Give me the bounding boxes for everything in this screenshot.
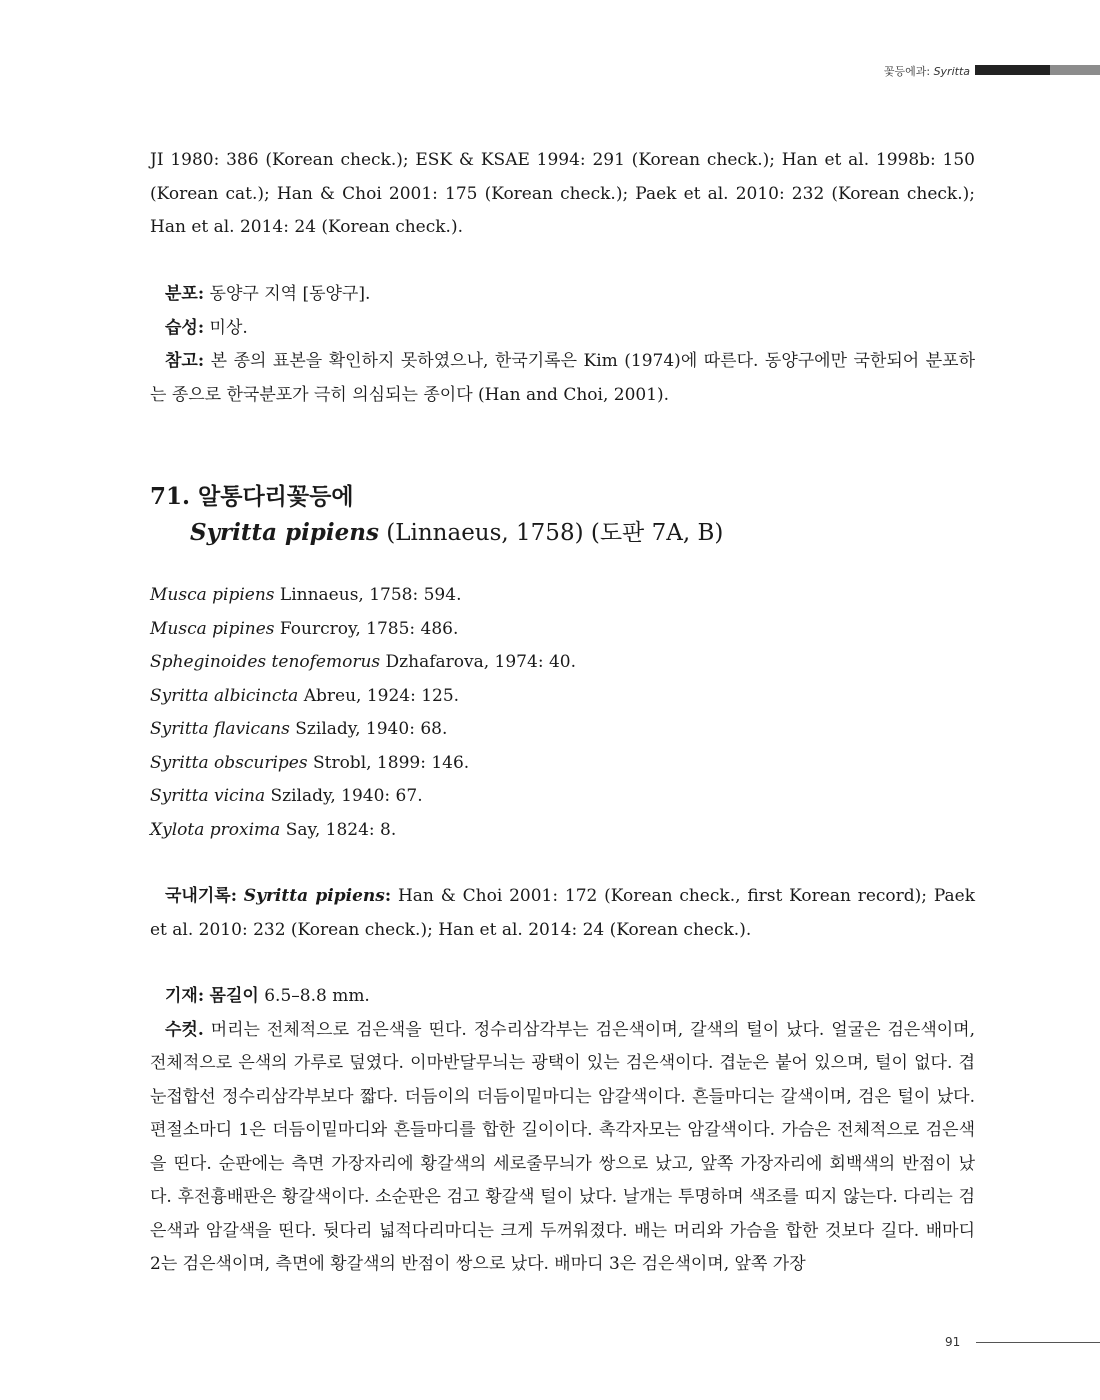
synonym-list	[150, 579, 975, 847]
header-family: 꽃등에과:	[883, 65, 931, 78]
male-description	[150, 1014, 975, 1282]
footer-rule	[976, 1342, 1100, 1343]
header-bar-gray	[1050, 65, 1100, 75]
body-length-label: 몸길이	[209, 986, 259, 1006]
synonym-name: Syritta albicincta	[150, 685, 299, 706]
synonym-item	[150, 646, 975, 680]
synonym-item	[150, 747, 975, 781]
header-bar-dark	[975, 65, 1050, 75]
habit-line	[150, 312, 975, 346]
species-notes	[150, 278, 975, 412]
synonym-name: Spheginoides tenofemorus	[150, 652, 381, 672]
synonym-item	[150, 713, 975, 747]
records-colon: :	[384, 886, 392, 906]
body-length-value: 6.5–8.8 mm.	[264, 986, 370, 1006]
synonym-item	[150, 680, 975, 714]
synonym-item	[150, 814, 975, 848]
remark-label: 참고:	[165, 351, 205, 371]
species-subtitle	[190, 516, 723, 550]
intro-text: JI 1980: 386 (Korean check.); ESK & KSAE 1994: 291 (Korean check.); Han et al. 1998b: 150 (Korean cat.); Han & Choi 2001: 175 (Korean check.); Paek et al. 2010: 232 (Korean check.); Han et al. 2014: 24 (Korean check.).	[150, 150, 975, 237]
synonym-citation: Szilady, 1940: 68.	[295, 719, 448, 739]
synonym-name: Xylota proxima	[150, 819, 281, 840]
species-authority: (Linnaeus, 1758) (도판 7A, B)	[386, 520, 724, 546]
intro-references	[150, 144, 975, 245]
page-number: 91	[945, 1335, 961, 1349]
description-section	[150, 980, 975, 1282]
synonym-citation: Fourcroy, 1785: 486.	[279, 618, 459, 639]
habit-label: 습성:	[165, 317, 205, 338]
remark-paragraph	[150, 345, 975, 412]
distribution-text: 동양구 지역 [동양구].	[209, 284, 371, 304]
habit-text: 미상.	[209, 317, 248, 338]
description-label: 기재:	[165, 986, 205, 1006]
synonym-item	[150, 579, 975, 613]
synonym-citation: Szilady, 1940: 67.	[270, 786, 423, 806]
synonym-item	[150, 613, 975, 647]
records-text: Han & Choi 2001: 172 (Korean check., first Korean record); Paek et al. 2010: 232 (Korean check.); Han et al. 2014: 24 (Korean check.).	[150, 886, 976, 940]
synonym-name: Musca pipiens	[150, 585, 275, 605]
records-label: 국내기록:	[165, 886, 237, 906]
species-scientific-name: Syritta pipiens	[190, 519, 379, 546]
distribution-label: 분포:	[165, 284, 205, 304]
running-header-text	[884, 63, 970, 79]
description-length-line	[150, 980, 975, 1014]
running-header	[0, 62, 1100, 80]
male-label: 수컷.	[165, 1019, 204, 1040]
records-scientific-name: Syritta pipiens	[243, 886, 385, 906]
header-genus: Syritta	[933, 65, 970, 78]
korean-records	[150, 880, 975, 947]
synonym-citation: Say, 1824: 8.	[285, 819, 397, 840]
synonym-name: Syritta flavicans	[150, 719, 290, 739]
remark-text: 본 종의 표본을 확인하지 못하였으나, 한국기록은 Kim (1974)에 따른다. 동양구에만 국한되어 분포하는 종으로 한국분포가 극히 의심되는 종이다 (Han and Choi, 2001).	[150, 351, 975, 405]
synonym-name: Syritta obscuripes	[150, 752, 308, 773]
synonym-citation: Dzhafarova, 1974: 40.	[385, 652, 576, 672]
synonym-citation: Linnaeus, 1758: 594.	[279, 585, 462, 605]
synonym-name: Musca pipines	[150, 618, 275, 639]
distribution-line	[150, 278, 975, 312]
synonym-name: Syritta vicina	[150, 786, 266, 806]
male-text: 머리는 전체적으로 검은색을 띤다. 정수리삼각부는 검은색이며, 갈색의 털이 났다. 얼굴은 검은색이며, 전체적으로 은색의 가루로 덮였다. 이마반달무늬는 광택이 있는 검은색이다. 겹눈은 붙어 있으며, 털이 없다. 겹눈접합선 정수리삼각부보다 짧다. 더듬이의 더듬이밑마디는 암갈색이다. 흔들마디는 갈색이며, 검은 털이 났다. 편절소마디 1은 더듬이밑마디와 흔들마디를 합한 길이이다. 촉각자모는 암갈색이다. 가슴은 전체적으로 검은색을 띤다. 순판에는 측면 가장자리에 황갈색의 세로줄무늬가 쌍으로 났고, 앞쪽 가장자리에 회백색의 반점이 났다. 후전흉배판은 황갈색이다. 소순판은 검고 황갈색 털이 났다. 날개는 투명하며 색조를 띠지 않는다. 다리는 검은색과 암갈색을 띤다. 뒷다리 넓적다리마디는 크게 두꺼워졌다. 배는 머리와 가슴을 합한 것보다 길다. 배마디 2는 검은색이며, 측면에 황갈색의 반점이 쌍으로 났다. 배마디 3은 검은색이며, 앞쪽 가장	[150, 1019, 975, 1274]
synonym-item	[150, 780, 975, 814]
synonym-citation: Strobl, 1899: 146.	[312, 752, 470, 773]
records-paragraph	[150, 880, 975, 947]
species-title: 71. 알통다리꽃등에	[150, 483, 354, 510]
synonym-citation: Abreu, 1924: 125.	[303, 685, 460, 706]
